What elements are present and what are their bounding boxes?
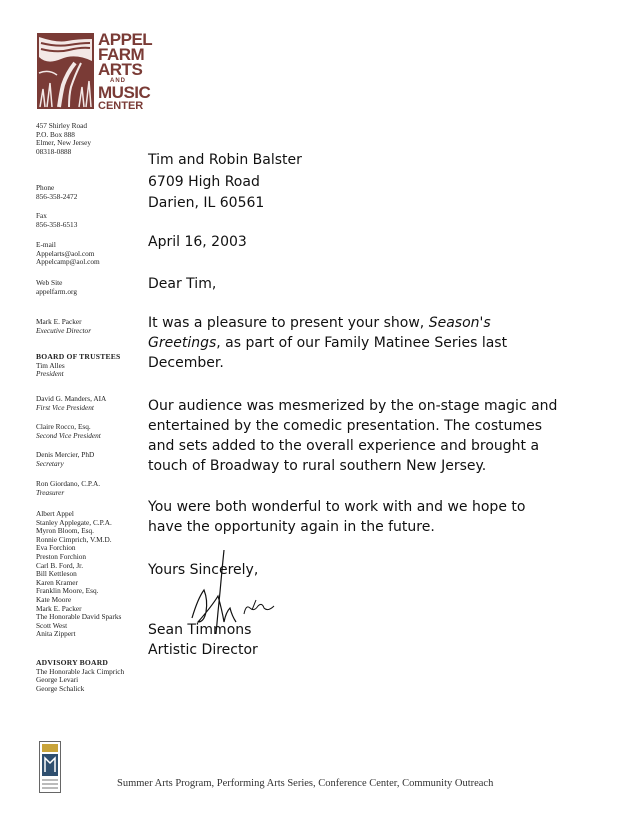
- accreditation-seal-icon: [39, 741, 61, 793]
- officer-title: First Vice President: [36, 402, 94, 412]
- phone-number: 856-358-2472: [36, 191, 78, 201]
- fax-block: [36, 212, 146, 229]
- address-line: 457 Shirley Road: [36, 121, 88, 130]
- officer-name: Ron Giordano, C.P.A.: [36, 479, 101, 488]
- show-title-part: Greetings: [148, 335, 217, 351]
- executive-director-block: [36, 318, 146, 335]
- fax-number: 856-358-6513: [36, 219, 78, 229]
- trustee-name: Preston Forchion: [36, 551, 87, 561]
- trustee-name: Stanley Applegate, C.P.A.: [36, 517, 112, 527]
- trustees-heading-block: [36, 353, 146, 379]
- paragraph-2-line: touch of Broadway to rural southern New Jersey.: [148, 458, 487, 474]
- officer-title: Treasurer: [36, 487, 65, 497]
- officer-title: President: [36, 369, 64, 379]
- logo-word-center: CENTER: [98, 100, 144, 112]
- footer-programs: Summer Arts Program, Performing Arts Series, Conference Center, Community Outreach: [117, 778, 494, 789]
- officer-block: [36, 480, 146, 497]
- website-block: [36, 279, 146, 296]
- officer-name: Claire Rocco, Esq.: [36, 422, 91, 431]
- trustee-name: Kate Moore: [36, 594, 72, 604]
- officer-name: Denis Mercier, PhD: [36, 450, 95, 459]
- director-title: Executive Director: [36, 325, 92, 335]
- officer-block: [36, 395, 146, 412]
- address-line: P.O. Box 888: [36, 129, 75, 139]
- trustee-list: [36, 510, 146, 639]
- advisor-name: George Levari: [36, 675, 79, 685]
- email-address: Appelcamp@aol.com: [36, 257, 100, 267]
- paragraph-2-line: Our audience was mesmerized by the on-stage magic and: [148, 398, 558, 414]
- paragraph-1-line: December.: [148, 355, 224, 371]
- paragraph-3-line: have the opportunity again in the future.: [148, 519, 435, 535]
- officer-name: David G. Manders, AIA: [36, 394, 107, 403]
- website-label: Web Site: [36, 278, 63, 287]
- logo-word-appel: APPEL: [98, 30, 153, 49]
- paragraph-1-text: It was a pleasure to present your show,: [148, 315, 429, 331]
- trustee-name: Anita Zippert: [36, 629, 76, 639]
- paragraph-1-text: , as part of our Family Matinee Series last: [216, 335, 508, 351]
- paragraph-2-line: and sets added to the overall experience and brought a: [148, 438, 540, 454]
- email-label: E-mail: [36, 240, 56, 249]
- logo-word-farm: FARM: [98, 45, 145, 64]
- trustee-name: Mark E. Packer: [36, 603, 82, 613]
- trustee-name: Carl B. Ford, Jr.: [36, 560, 84, 570]
- officer-title: Secretary: [36, 458, 64, 468]
- address-line: Elmer, New Jersey: [36, 138, 92, 148]
- paragraph-1-line: [148, 333, 507, 353]
- phone-block: [36, 184, 146, 201]
- logo-word-music: MUSIC: [98, 83, 151, 102]
- officer-title: Second Vice President: [36, 430, 101, 440]
- recipient-street: 6709 High Road: [148, 174, 260, 190]
- director-name: Mark E. Packer: [36, 317, 82, 326]
- closing: Yours Sincerely,: [148, 562, 259, 578]
- trustee-name: Albert Appel: [36, 509, 74, 518]
- advisor-name: The Honorable Jack Cimprich: [36, 666, 125, 676]
- trustee-name: Myron Bloom, Esq.: [36, 526, 94, 536]
- recipient-name: Tim and Robin Balster: [148, 152, 302, 168]
- email-block: [36, 241, 146, 267]
- officer-block: [36, 451, 146, 468]
- board-of-trustees-heading: BOARD OF TRUSTEES: [36, 352, 121, 361]
- address-block: [36, 122, 146, 156]
- trustee-name: Scott West: [36, 620, 68, 630]
- address-line: 08318-0888: [36, 146, 72, 156]
- logo-word-arts: ARTS: [98, 60, 143, 79]
- logo-word-and: AND: [110, 78, 126, 84]
- officer-name: Tim Alles: [36, 360, 65, 370]
- appel-farm-logo: [37, 30, 153, 113]
- paragraph-2-line: entertained by the comedic presentation. The costumes: [148, 418, 543, 434]
- signer-name: Sean Timmons: [148, 622, 252, 638]
- recipient-city: Darien, IL 60561: [148, 195, 265, 211]
- paragraph-1-line: [148, 313, 491, 333]
- website-url: appelfarm.org: [36, 286, 77, 296]
- salutation: Dear Tim,: [148, 276, 217, 292]
- email-address: Appelarts@aol.com: [36, 248, 95, 258]
- trustee-name: Eva Forchion: [36, 543, 76, 553]
- advisory-board-block: [36, 659, 146, 693]
- show-title-part: Season's: [428, 315, 491, 331]
- advisor-name: George Schalick: [36, 683, 85, 693]
- handwritten-signature: [172, 550, 292, 640]
- trustee-name: The Honorable David Sparks: [36, 612, 122, 622]
- farm-landscape-logo-icon: [37, 33, 94, 109]
- trustee-name: Franklin Moore, Esq.: [36, 586, 99, 596]
- trustee-name: Bill Kettleson: [36, 569, 77, 579]
- paragraph-3-line: You were both wonderful to work with and we hope to: [148, 499, 526, 515]
- fax-label: Fax: [36, 211, 47, 220]
- trustee-name: Karen Kramer: [36, 577, 78, 587]
- letter-date: April 16, 2003: [148, 234, 247, 250]
- officer-block: [36, 423, 146, 440]
- trustee-name: Ronnie Cimprich, V.M.D.: [36, 534, 112, 544]
- advisory-board-heading: ADVISORY BOARD: [36, 658, 109, 667]
- logo-wordmark: [98, 30, 153, 112]
- phone-label: Phone: [36, 183, 55, 192]
- signer-title: Artistic Director: [148, 642, 258, 658]
